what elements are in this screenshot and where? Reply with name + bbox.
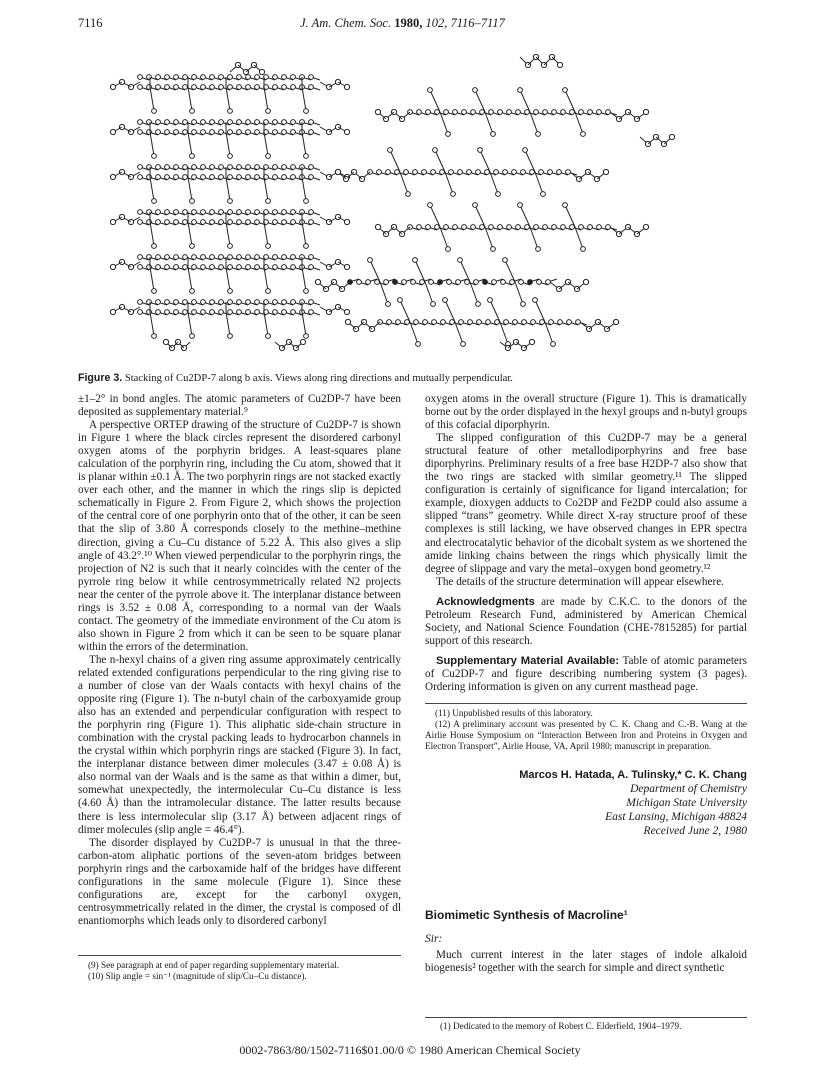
paragraph: The disorder displayed by Cu2DP-7 is unusual in that the three-carbon-atom aliphatic portions of the seven-atom bridges between porphyrin rings and the carboxamide half of the bridges have different configurations in the same molecule (Figure 1). Since these configurations are, except for the carbonyl oxygen, centrosymmetrically related in the dimer, the crystal is composed of dl enantiomorphs which leads only to disordered carbonyl <box>78 836 401 927</box>
author-names: Marcos H. Hatada, A. Tulinsky,* C. K. Chang <box>519 769 747 781</box>
left-column <box>78 393 401 928</box>
stacking-view-left <box>110 62 349 350</box>
right-column <box>425 393 747 694</box>
footnote-10: (10) Slip angle = sin⁻¹ (magnitude of slip/Cu–Cu distance). <box>88 971 307 981</box>
next-article-title: Biomimetic Synthesis of Macroline¹ <box>425 908 628 922</box>
footnote-12: (12) A preliminary account was presented by C. K. Chang and C.-B. Wang at the Airlie House Symposium on “Interaction Between Iron and Proteins in Oxygen and Electron Transport”, Airlie House, VA, April 1980; manuscript in preparation. <box>425 719 747 751</box>
next-article-body: Much current interest in the later stages of indole alkaloid biogenesis² together with the search for simple and direct synthetic <box>425 949 747 975</box>
acknowledgments-text: are made by C.K.C. to the donors of the Petroleum Research Fund, administered by American Chemical Society, and National Science Foundation (CHE-7815285) for partial support of this research. <box>425 595 748 647</box>
journal-pages: 7116–7117 <box>450 16 505 30</box>
crystal-stacking-figure <box>80 42 740 367</box>
footnotes-right <box>425 708 747 752</box>
author-city: East Lansing, Michigan 48824 <box>605 811 747 823</box>
figure-caption <box>78 372 748 384</box>
supplementary-text: Table of atomic parameters of Cu2DP-7 and figure describing numbering system (3 pages). Ordering information is given on any current masthead page. <box>425 654 747 693</box>
author-block <box>425 768 747 838</box>
paragraph: The slipped configuration of this Cu2DP-7 may be a general structural feature of other metallodiporphyrins and free base diporphyrins. Preliminary results of a free base H2DP-7 also show that the two rings are stacked with similar geometry.¹¹ The slipped configuration is certainly of significance for ligand intercalation; for example, dioxygen adducts to Co2DP and Fe2DP could also assume a slipped “trans” geometry. While direct X-ray structure proof of these complexes is still lacking, we have observed changes in EPR spectra and electrocatalytic behavior of the dicobalt system as we shortened the amide linking chains between the rings which physically limit the degree of slippage and vary the metal–oxygen bond geometry.¹² <box>425 432 747 575</box>
footnote-divider <box>425 703 747 704</box>
author-university: Michigan State University <box>626 797 747 809</box>
journal-citation <box>300 16 505 31</box>
received-date: Received June 2, 1980 <box>643 825 747 837</box>
figure-caption-label: Figure 3. <box>78 372 123 384</box>
footnote-11: (11) Unpublished results of this laboratory. <box>435 708 593 718</box>
salutation: Sir: <box>425 933 443 945</box>
paragraph: oxygen atoms in the overall structure (Figure 1). This is dramatically borne out by the order displayed in the hexyl groups and n-butyl groups of this cofacial diporphyrin. <box>425 393 747 432</box>
journal-volume: 102, <box>425 16 448 30</box>
footnote-1: (1) Dedicated to the memory of Robert C. Elderfield, 1904–1979. <box>440 1021 682 1031</box>
paragraph: A perspective ORTEP drawing of the structure of Cu2DP-7 is shown in Figure 1 where the black circles represent the disordered carbonyl oxygen atoms of the porphyrin bridges. A least-squares plane calculation of the porphyrin ring, including the Cu atom, showed that it is planar within ±0.1 Å. The two porphyrin rings are not stacked exactly over each other, and the manner in which the rings slip is depicted schematically in Figure 2. From Figure 2, which shows the projection of the central core of one porphyrin onto that of the other, it can be seen that the slip of 3.80 Å corresponds closely to the methine–methine direction, giving a Cu–Cu distance of 5.22 Å. This also gives a slip angle of 43.2°.¹⁰ When viewed perpendicular to the porphyrin rings, the projection of N2 is such that it nearly coincides with the center of the pyrrole ring below it while centrosymmetrically related N2 projects near the center of the pyrrole above it. The interplanar distance between rings is 3.52 ± 0.08 Å, corresponding to a normal van der Waals contact. The geometry of the immediate environment of the Cu atom is also shown in Figure 2 from which it can be seen to be square planar within the errors of the determination. <box>78 419 401 653</box>
acknowledgments-label: Acknowledgments <box>436 595 535 608</box>
acknowledgments <box>425 596 747 648</box>
page-number: 7116 <box>78 16 103 30</box>
footnote-9: (9) See paragraph at end of paper regarding supplementary material. <box>88 960 340 970</box>
footnotes-left <box>78 960 401 982</box>
supplementary-material <box>425 655 747 694</box>
figure-caption-text: Stacking of Cu2DP-7 along b axis. Views along ring directions and mutually perpendicular. <box>124 373 513 384</box>
supplementary-label: Supplementary Material Available: <box>436 654 620 667</box>
paragraph: The details of the structure determination will appear elsewhere. <box>436 575 724 588</box>
author-department: Department of Chemistry <box>630 783 747 795</box>
footnote-divider <box>78 955 401 956</box>
stacking-view-right <box>315 54 674 350</box>
footnote-divider <box>425 1017 747 1018</box>
journal-year: 1980, <box>394 16 423 30</box>
footer-copyright: 0002-7863/80/1502-7116$01.00/0 © 1980 American Chemical Society <box>239 1043 581 1057</box>
paragraph: The n-hexyl chains of a given ring assume approximately centrically related extended configurations perpendicular to the ring giving rise to a number of close van der Waals contacts with hexyl chains of the opposite ring (Figure 1). The n-butyl chain of the carboxyamide group also has an extended and perpendicular configuration with respect to the porphyrin ring (Figure 1). This aliphatic side-chain structure in combination with the crystal packing leads to hydrocarbon channels in the crystal within which porphyrin rings are stacked (Figure 3). In fact, the interplanar distance between dimer molecules (3.47 ± 0.08 Å) is also normal van der Waals and is the same as that within a dimer, but, somewhat unexpectedly, the intermolecular Cu–Cu distance is less (4.60 Å) than the intramolecular distance. The latter results because there is less intermolecular slip (3.17 Å) between adjacent rings of dimer molecules (slip angle = 46.4°). <box>78 653 401 836</box>
journal-name: J. Am. Chem. Soc. <box>300 16 392 30</box>
paragraph: ±1–2° in bond angles. The atomic parameters of Cu2DP-7 have been deposited as supplementary material.⁹ <box>78 393 401 419</box>
